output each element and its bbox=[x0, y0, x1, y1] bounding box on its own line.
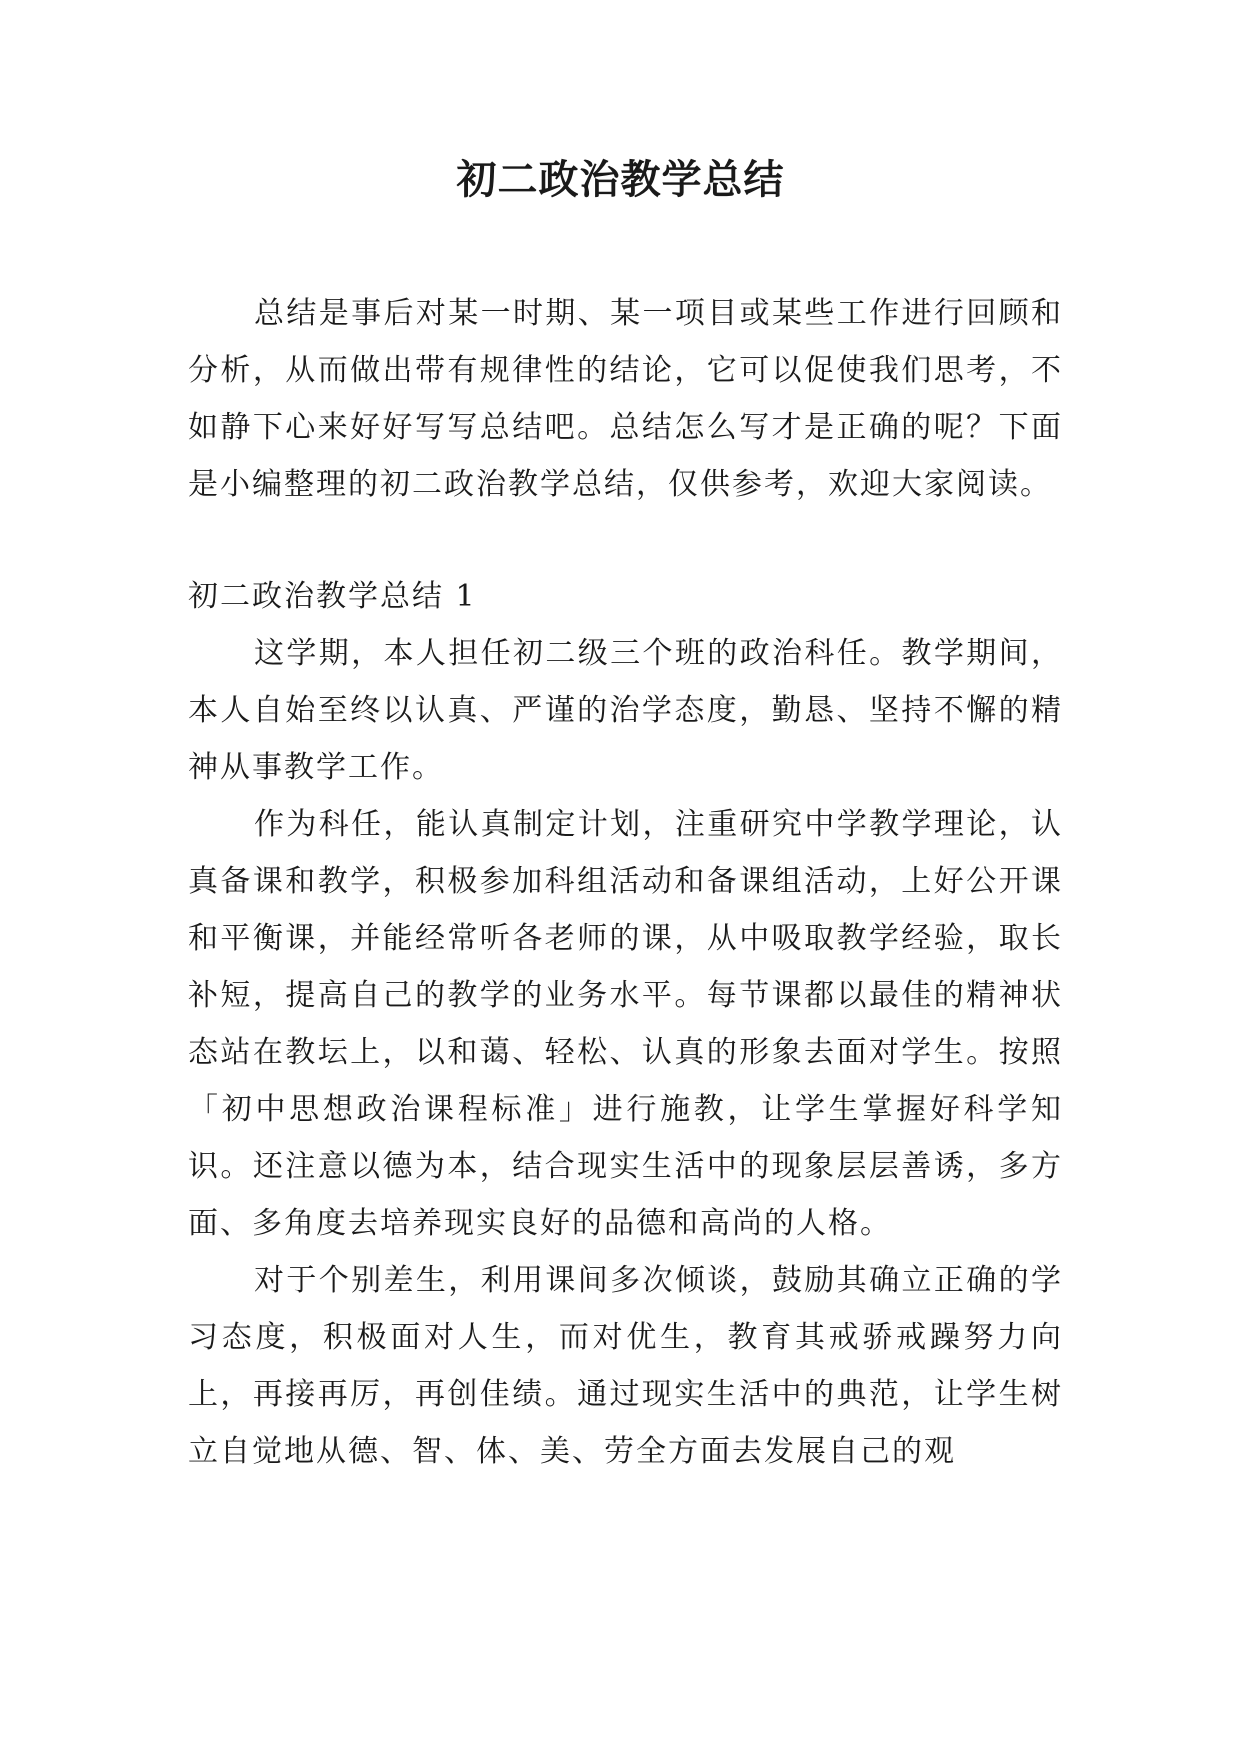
body-paragraph: 这学期，本人担任初二级三个班的政治科任。教学期间，本人自始至终以认真、严谨的治学态度，勤恳、坚持不懈的精神从事教学工作。 bbox=[188, 636, 1063, 785]
intro-paragraph: 总结是事后对某一时期、某一项目或某些工作进行回顾和分析，从而做出带有规律性的结论，它可以促使我们思考，不如静下心来好好写写总结吧。总结怎么写才是正确的呢？下面是小编整理的初二政治教学总结，仅供参考，欢迎大家阅读。 bbox=[188, 296, 1063, 502]
body-paragraph: 对于个别差生，利用课间多次倾谈，鼓励其确立正确的学习态度，积极面对人生，而对优生，教育其戒骄戒躁努力向上，再接再厉，再创佳绩。通过现实生活中的典范，让学生树立自觉地从德、智、体、美、劳全方面去发展自己的观 bbox=[188, 1263, 1063, 1469]
document-body bbox=[188, 285, 1063, 1480]
body-paragraph: 作为科任，能认真制定计划，注重研究中学教学理论，认真备课和教学，积极参加科组活动和备课组活动，上好公开课和平衡课，并能经常听各老师的课，从中吸取教学经验，取长补短，提高自己的教学的业务水平。每节课都以最佳的精神状态站在教坛上，以和蔼、轻松、认真的形象去面对学生。按照「初中思想政治课程标准」进行施教，让学生掌握好科学知识。还注意以德为本，结合现实生活中的现象层层善诱，多方面、多角度去培养现实良好的品德和高尚的人格。 bbox=[188, 807, 1063, 1241]
section-heading: 初二政治教学总结 1 bbox=[188, 579, 477, 614]
section-gap bbox=[188, 513, 1063, 568]
document-title: 初二政治教学总结 bbox=[456, 157, 785, 203]
